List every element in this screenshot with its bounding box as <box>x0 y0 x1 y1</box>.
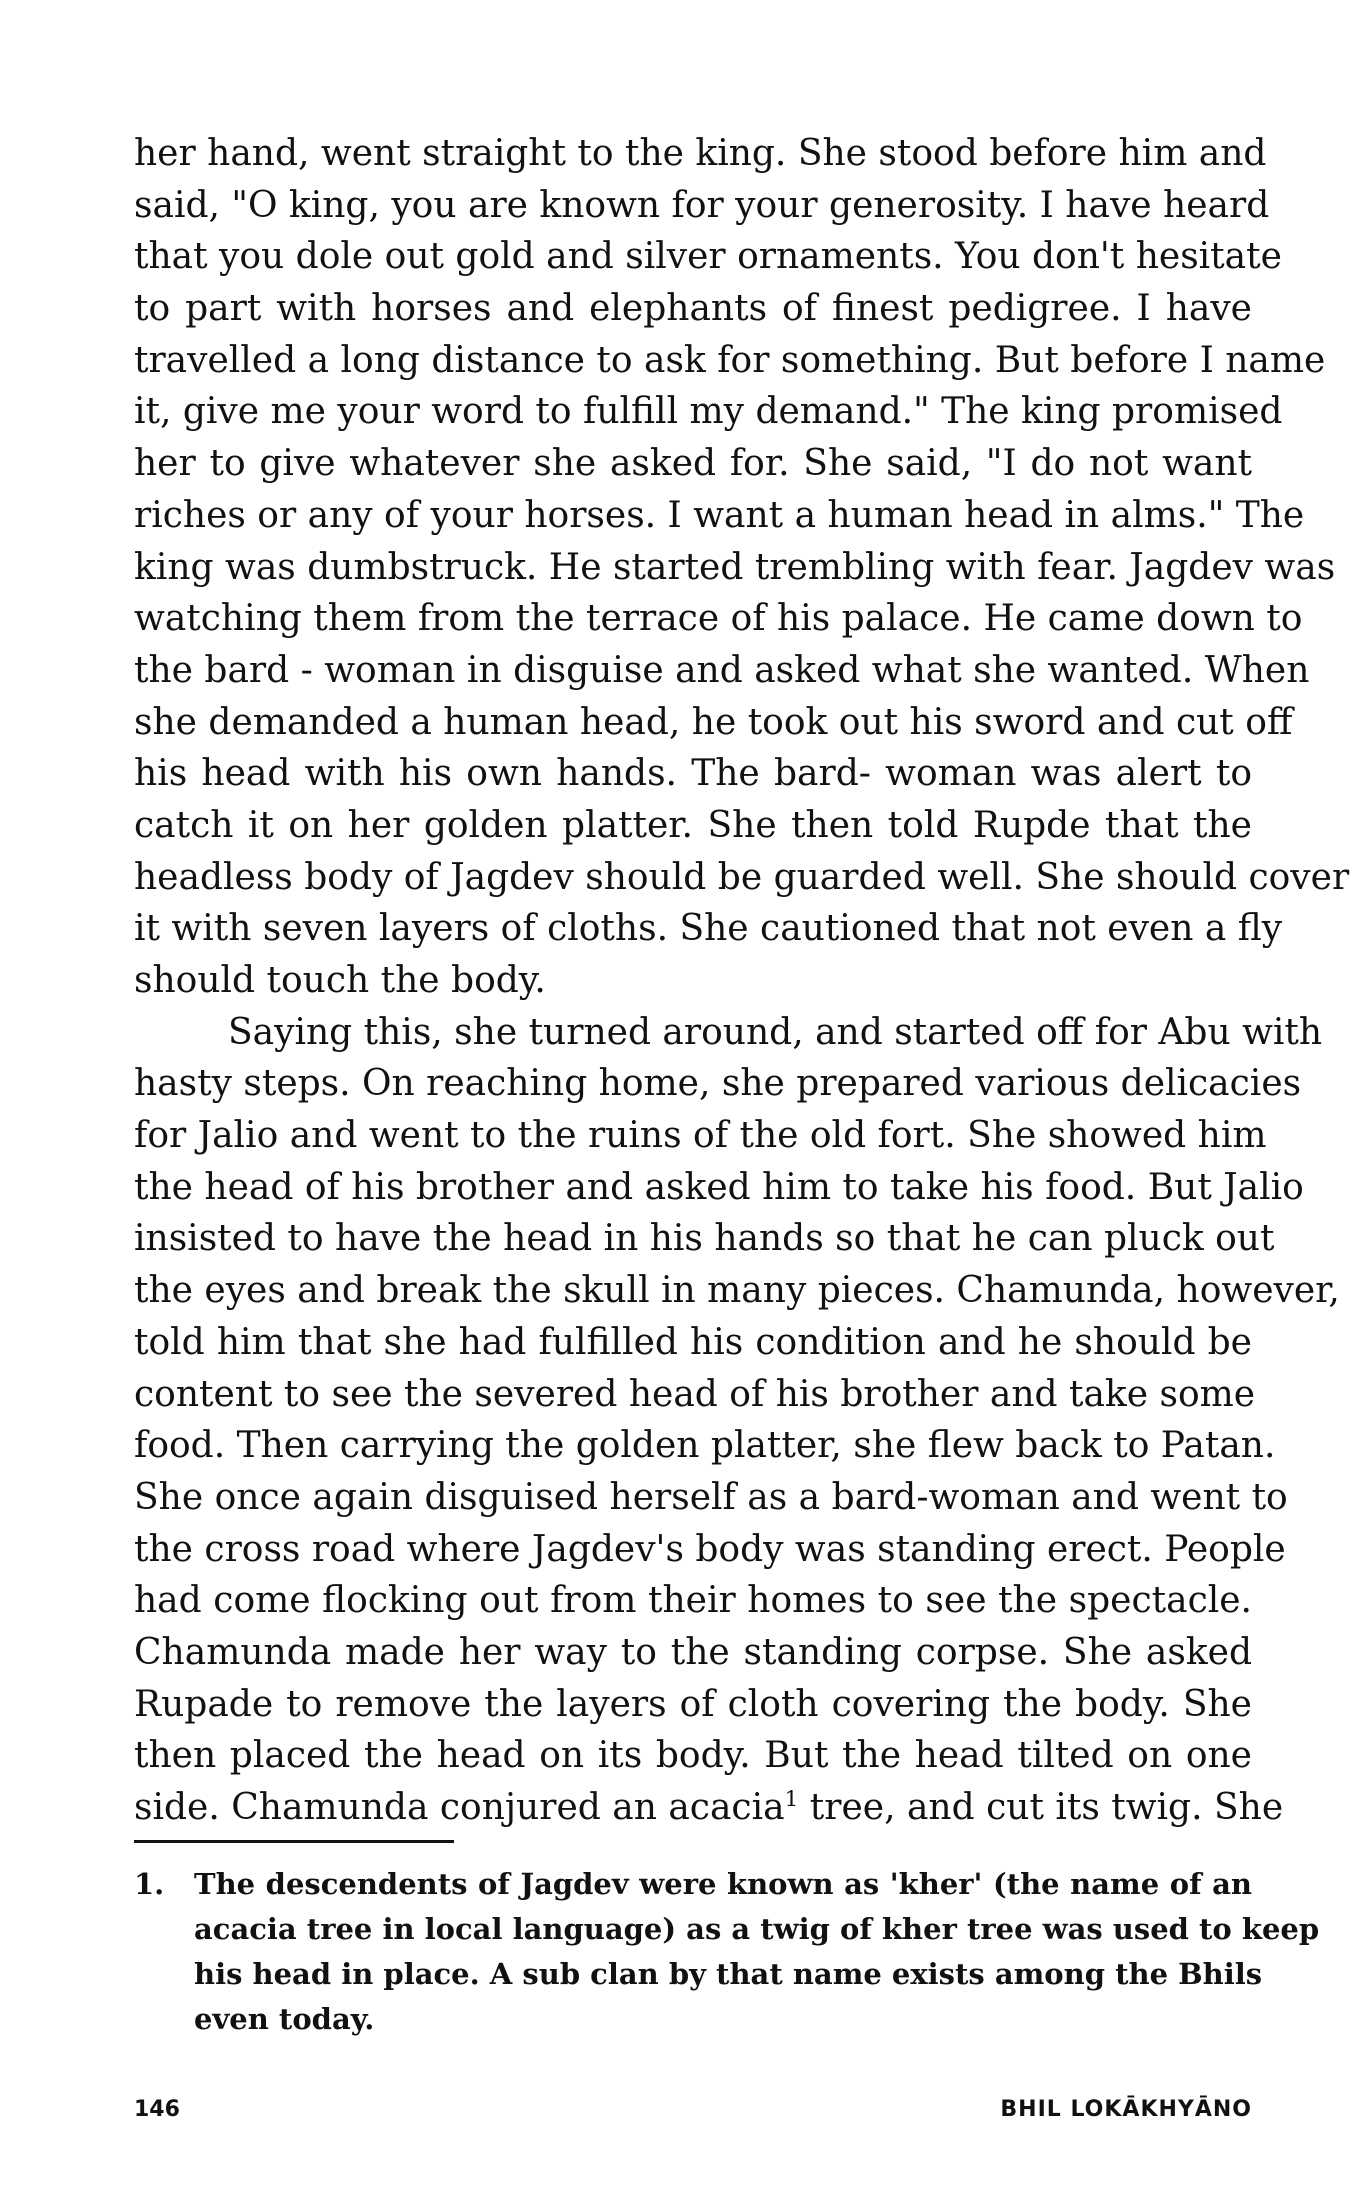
text-line: his head with his own hands. The bard- woman was alert to <box>134 753 1252 795</box>
text-line: the bard - woman in disguise and asked what she wanted. When <box>134 649 1310 691</box>
text-line: the head of his brother and asked him to take his food. But Jalio <box>134 1166 1304 1208</box>
text-line: the eyes and break the skull in many pieces. Chamunda, however, <box>134 1270 1340 1312</box>
text-line: insisted to have the head in his hands so that he can pluck out <box>134 1218 1275 1260</box>
text-line: headless body of Jagdev should be guarded well. She should cover <box>134 856 1350 898</box>
text-line: king was dumbstruck. He started trembling with fear. Jagdev was <box>134 546 1336 588</box>
page-footer <box>134 2090 1252 2130</box>
text-line: content to see the severed head of his brother and take some <box>134 1373 1256 1415</box>
text-line: Saying this, she turned around, and started off for Abu with <box>228 1011 1323 1053</box>
text-line: said, "O king, you are known for your generosity. I have heard <box>134 184 1270 226</box>
text-line: she demanded a human head, he took out his sword and cut off <box>134 701 1293 743</box>
text-line: to part with horses and elephants of finest pedigree. I have <box>134 288 1252 330</box>
text-line: it with seven layers of cloths. She cautioned that not even a fly <box>134 908 1283 950</box>
text-line: for Jalio and went to the ruins of the old fort. She showed him <box>134 1115 1267 1157</box>
text-line-part: tree, and cut its twig. She <box>809 1787 1284 1828</box>
footnote-text <box>194 1862 1320 2042</box>
text-line: Rupade to remove the layers of cloth covering the body. She <box>134 1683 1252 1725</box>
text-line: should touch the body. <box>134 960 546 1001</box>
text-line-part: side. Chamunda conjured an acacia <box>134 1787 785 1828</box>
text-line: She once again disguised herself as a bard-woman and went to <box>134 1476 1288 1518</box>
text-line: Chamunda made her way to the standing corpse. She asked <box>134 1631 1252 1673</box>
text-line: food. Then carrying the golden platter, she flew back to Patan. <box>134 1425 1276 1467</box>
text-line: that you dole out gold and silver ornaments. You don't hesitate <box>134 236 1282 278</box>
footnote-number: 1. <box>134 1867 165 1901</box>
footnote-divider <box>134 1840 454 1843</box>
footnote-line: The descendents of Jagdev were known as 'kher' (the name of an <box>194 1867 1252 1901</box>
text-line: hasty steps. On reaching home, she prepared various delicacies <box>134 1063 1302 1105</box>
text-line: riches or any of your horses. I want a human head in alms." The <box>134 494 1305 536</box>
text-line: had come flocking out from their homes to see the spectacle. <box>134 1580 1252 1622</box>
text-line: her to give whatever she asked for. She said, "I do not want <box>134 443 1252 485</box>
text-line: then placed the head on its body. But the head tilted on one <box>134 1735 1252 1777</box>
text-line: the cross road where Jagdev's body was standing erect. People <box>134 1528 1286 1570</box>
text-line-with-footnote <box>134 1782 1284 1834</box>
text-line: told him that she had fulfilled his condition and he should be <box>134 1321 1252 1363</box>
page-number: 146 <box>134 2097 180 2122</box>
text-line: her hand, went straight to the king. She stood before him and <box>134 133 1267 174</box>
text-line: it, give me your word to fulfill my demand." The king promised <box>134 391 1283 433</box>
footnote-marker: 1 <box>784 1787 799 1812</box>
running-head: BHIL LOKĀKHYĀNO <box>1000 2097 1252 2122</box>
footnote-line: acacia tree in local language) as a twig of kher tree was used to keep <box>194 1912 1320 1946</box>
text-line: travelled a long distance to ask for something. But before I name <box>134 339 1326 381</box>
text-line: catch it on her golden platter. She then told Rupde that the <box>134 804 1252 846</box>
body-text <box>134 128 1350 1834</box>
footnote-line: his head in place. A sub clan by that name exists among the Bhils <box>194 1957 1263 1991</box>
text-line: watching them from the terrace of his palace. He came down to <box>134 598 1303 640</box>
footnote-line: even today. <box>194 2002 375 2036</box>
